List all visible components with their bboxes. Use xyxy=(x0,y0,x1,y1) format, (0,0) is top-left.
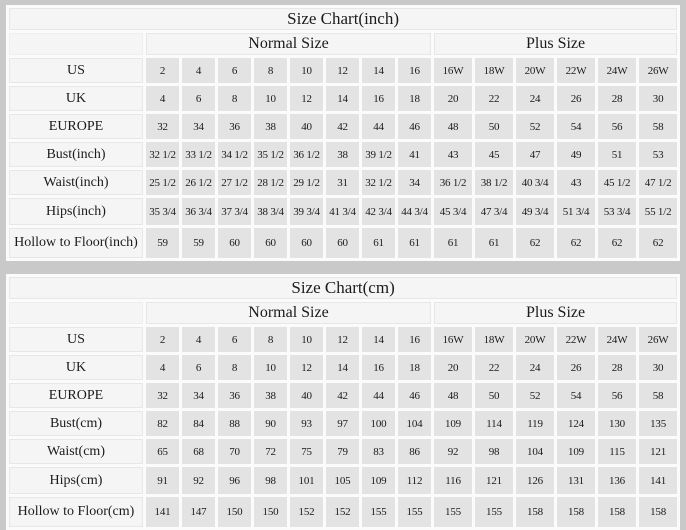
row-label: EUROPE xyxy=(9,114,143,139)
size-value-cell: 36 1/2 xyxy=(290,142,323,167)
size-value-cell: 82 xyxy=(146,411,179,436)
row-label: Bust(inch) xyxy=(9,142,143,167)
size-value-cell: 97 xyxy=(326,411,359,436)
plus-size-header: Plus Size xyxy=(434,302,677,324)
size-value-cell: 150 xyxy=(218,497,251,527)
size-value-cell: 46 xyxy=(398,383,431,408)
size-value-cell: 36 xyxy=(218,383,251,408)
size-value-cell: 28 1/2 xyxy=(254,170,287,195)
size-value-cell: 61 xyxy=(434,228,472,258)
size-value-cell: 16 xyxy=(398,327,431,352)
size-value-cell: 27 1/2 xyxy=(218,170,251,195)
size-value-cell: 41 xyxy=(398,142,431,167)
size-value-cell: 20W xyxy=(516,327,554,352)
size-row xyxy=(9,467,677,494)
size-value-cell: 20W xyxy=(516,58,554,83)
size-row xyxy=(9,142,677,167)
size-value-cell: 20 xyxy=(434,86,472,111)
size-value-cell: 61 xyxy=(475,228,513,258)
size-value-cell: 51 xyxy=(598,142,636,167)
size-value-cell: 155 xyxy=(434,497,472,527)
size-value-cell: 10 xyxy=(290,58,323,83)
size-value-cell: 104 xyxy=(398,411,431,436)
size-value-cell: 141 xyxy=(639,467,677,494)
size-value-cell: 62 xyxy=(639,228,677,258)
size-value-cell: 42 xyxy=(326,114,359,139)
row-label: US xyxy=(9,58,143,83)
size-value-cell: 58 xyxy=(639,383,677,408)
size-value-cell: 28 xyxy=(598,355,636,380)
size-value-cell: 88 xyxy=(218,411,251,436)
size-value-cell: 46 xyxy=(398,114,431,139)
size-value-cell: 50 xyxy=(475,114,513,139)
size-value-cell: 14 xyxy=(326,355,359,380)
size-value-cell: 116 xyxy=(434,467,472,494)
size-value-cell: 33 1/2 xyxy=(182,142,215,167)
size-value-cell: 96 xyxy=(218,467,251,494)
size-value-cell: 152 xyxy=(290,497,323,527)
size-value-cell: 48 xyxy=(434,114,472,139)
size-value-cell: 44 xyxy=(362,114,395,139)
size-value-cell: 36 xyxy=(218,114,251,139)
size-value-cell: 126 xyxy=(516,467,554,494)
size-value-cell: 16W xyxy=(434,58,472,83)
size-value-cell: 14 xyxy=(362,327,395,352)
size-value-cell: 59 xyxy=(182,228,215,258)
size-row xyxy=(9,411,677,436)
size-value-cell: 158 xyxy=(557,497,595,527)
size-value-cell: 38 3/4 xyxy=(254,198,287,225)
size-value-cell: 44 xyxy=(362,383,395,408)
size-value-cell: 10 xyxy=(254,86,287,111)
size-value-cell: 12 xyxy=(326,58,359,83)
size-value-cell: 93 xyxy=(290,411,323,436)
size-value-cell: 34 xyxy=(182,114,215,139)
size-row xyxy=(9,114,677,139)
size-value-cell: 100 xyxy=(362,411,395,436)
size-value-cell: 136 xyxy=(598,467,636,494)
size-value-cell: 30 xyxy=(639,86,677,111)
size-value-cell: 52 xyxy=(516,383,554,408)
size-value-cell: 109 xyxy=(362,467,395,494)
size-value-cell: 14 xyxy=(326,86,359,111)
size-value-cell: 36 1/2 xyxy=(434,170,472,195)
size-value-cell: 35 3/4 xyxy=(146,198,179,225)
size-value-cell: 48 xyxy=(434,383,472,408)
size-value-cell: 45 3/4 xyxy=(434,198,472,225)
size-value-cell: 135 xyxy=(639,411,677,436)
size-value-cell: 75 xyxy=(290,439,323,464)
size-value-cell: 16 xyxy=(398,58,431,83)
size-value-cell: 34 1/2 xyxy=(218,142,251,167)
size-value-cell: 16 xyxy=(362,86,395,111)
size-value-cell: 68 xyxy=(182,439,215,464)
corner-cell xyxy=(9,33,143,55)
size-value-cell: 34 xyxy=(182,383,215,408)
table-title-row xyxy=(9,8,677,30)
size-value-cell: 62 xyxy=(516,228,554,258)
size-value-cell: 49 xyxy=(557,142,595,167)
size-value-cell: 155 xyxy=(362,497,395,527)
size-value-cell: 47 xyxy=(516,142,554,167)
size-value-cell: 50 xyxy=(475,383,513,408)
size-rows xyxy=(9,327,677,527)
size-value-cell: 141 xyxy=(146,497,179,527)
size-value-cell: 16 xyxy=(362,355,395,380)
size-value-cell: 4 xyxy=(146,355,179,380)
row-label: EUROPE xyxy=(9,383,143,408)
size-value-cell: 6 xyxy=(218,327,251,352)
size-rows xyxy=(9,58,677,258)
size-row xyxy=(9,198,677,225)
size-value-cell: 152 xyxy=(326,497,359,527)
size-row xyxy=(9,383,677,408)
size-value-cell: 158 xyxy=(516,497,554,527)
size-value-cell: 35 1/2 xyxy=(254,142,287,167)
size-value-cell: 2 xyxy=(146,58,179,83)
size-value-cell: 26 xyxy=(557,355,595,380)
size-value-cell: 20 xyxy=(434,355,472,380)
row-label: Hips(cm) xyxy=(9,467,143,494)
size-value-cell: 83 xyxy=(362,439,395,464)
size-value-cell: 32 xyxy=(146,383,179,408)
size-row xyxy=(9,327,677,352)
table-title-row xyxy=(9,277,677,299)
size-value-cell: 72 xyxy=(254,439,287,464)
size-value-cell: 22W xyxy=(557,327,595,352)
size-value-cell: 61 xyxy=(362,228,395,258)
size-value-cell: 29 1/2 xyxy=(290,170,323,195)
size-value-cell: 60 xyxy=(218,228,251,258)
size-value-cell: 40 3/4 xyxy=(516,170,554,195)
size-value-cell: 150 xyxy=(254,497,287,527)
size-value-cell: 101 xyxy=(290,467,323,494)
size-chart-cm-table xyxy=(6,274,680,530)
size-value-cell: 38 xyxy=(254,383,287,408)
size-value-cell: 56 xyxy=(598,383,636,408)
size-value-cell: 84 xyxy=(182,411,215,436)
size-value-cell: 12 xyxy=(290,355,323,380)
size-value-cell: 115 xyxy=(598,439,636,464)
size-value-cell: 24 xyxy=(516,355,554,380)
size-value-cell: 16W xyxy=(434,327,472,352)
size-value-cell: 79 xyxy=(326,439,359,464)
size-group-row xyxy=(9,33,677,55)
size-value-cell: 86 xyxy=(398,439,431,464)
size-value-cell: 40 xyxy=(290,383,323,408)
size-value-cell: 53 xyxy=(639,142,677,167)
size-value-cell: 22W xyxy=(557,58,595,83)
size-value-cell: 60 xyxy=(254,228,287,258)
size-value-cell: 38 xyxy=(326,142,359,167)
size-value-cell: 65 xyxy=(146,439,179,464)
size-value-cell: 42 xyxy=(326,383,359,408)
normal-size-header: Normal Size xyxy=(146,302,431,324)
size-value-cell: 44 3/4 xyxy=(398,198,431,225)
size-value-cell: 38 1/2 xyxy=(475,170,513,195)
row-label: UK xyxy=(9,86,143,111)
size-value-cell: 41 3/4 xyxy=(326,198,359,225)
size-row xyxy=(9,355,677,380)
size-value-cell: 155 xyxy=(475,497,513,527)
size-value-cell: 37 3/4 xyxy=(218,198,251,225)
size-value-cell: 22 xyxy=(475,355,513,380)
size-value-cell: 39 1/2 xyxy=(362,142,395,167)
size-value-cell: 121 xyxy=(475,467,513,494)
row-label: UK xyxy=(9,355,143,380)
size-value-cell: 40 xyxy=(290,114,323,139)
size-value-cell: 26 xyxy=(557,86,595,111)
size-value-cell: 26 1/2 xyxy=(182,170,215,195)
size-value-cell: 114 xyxy=(475,411,513,436)
plus-size-header: Plus Size xyxy=(434,33,677,55)
size-value-cell: 10 xyxy=(254,355,287,380)
size-value-cell: 8 xyxy=(218,355,251,380)
size-value-cell: 54 xyxy=(557,114,595,139)
size-chart-inch-table xyxy=(6,5,680,261)
size-value-cell: 131 xyxy=(557,467,595,494)
size-value-cell: 39 3/4 xyxy=(290,198,323,225)
size-value-cell: 10 xyxy=(290,327,323,352)
size-value-cell: 22 xyxy=(475,86,513,111)
size-value-cell: 55 1/2 xyxy=(639,198,677,225)
normal-size-header: Normal Size xyxy=(146,33,431,55)
size-value-cell: 124 xyxy=(557,411,595,436)
size-row xyxy=(9,86,677,111)
size-value-cell: 109 xyxy=(434,411,472,436)
size-value-cell: 121 xyxy=(639,439,677,464)
size-value-cell: 47 3/4 xyxy=(475,198,513,225)
size-value-cell: 155 xyxy=(398,497,431,527)
row-label: Hollow to Floor(inch) xyxy=(9,228,143,258)
size-row xyxy=(9,228,677,258)
table-title: Size Chart(inch) xyxy=(9,8,677,30)
size-value-cell: 24 xyxy=(516,86,554,111)
size-value-cell: 8 xyxy=(254,58,287,83)
size-value-cell: 54 xyxy=(557,383,595,408)
size-value-cell: 62 xyxy=(598,228,636,258)
size-value-cell: 60 xyxy=(290,228,323,258)
size-value-cell: 98 xyxy=(475,439,513,464)
size-value-cell: 112 xyxy=(398,467,431,494)
size-value-cell: 24W xyxy=(598,327,636,352)
size-value-cell: 109 xyxy=(557,439,595,464)
size-group-row xyxy=(9,302,677,324)
size-value-cell: 45 xyxy=(475,142,513,167)
size-value-cell: 4 xyxy=(182,58,215,83)
size-value-cell: 12 xyxy=(326,327,359,352)
size-value-cell: 36 3/4 xyxy=(182,198,215,225)
row-label: Hollow to Floor(cm) xyxy=(9,497,143,527)
size-value-cell: 24W xyxy=(598,58,636,83)
row-label: US xyxy=(9,327,143,352)
row-label: Bust(cm) xyxy=(9,411,143,436)
size-row xyxy=(9,170,677,195)
size-value-cell: 61 xyxy=(398,228,431,258)
size-value-cell: 59 xyxy=(146,228,179,258)
size-value-cell: 38 xyxy=(254,114,287,139)
size-value-cell: 32 xyxy=(146,114,179,139)
size-value-cell: 91 xyxy=(146,467,179,494)
size-value-cell: 26W xyxy=(639,327,677,352)
size-value-cell: 18 xyxy=(398,355,431,380)
size-value-cell: 4 xyxy=(146,86,179,111)
table-title: Size Chart(cm) xyxy=(9,277,677,299)
size-value-cell: 43 xyxy=(434,142,472,167)
size-value-cell: 42 3/4 xyxy=(362,198,395,225)
size-value-cell: 58 xyxy=(639,114,677,139)
size-value-cell: 18W xyxy=(475,327,513,352)
size-value-cell: 92 xyxy=(182,467,215,494)
size-value-cell: 49 3/4 xyxy=(516,198,554,225)
size-value-cell: 130 xyxy=(598,411,636,436)
size-value-cell: 43 xyxy=(557,170,595,195)
row-label: Waist(cm) xyxy=(9,439,143,464)
size-value-cell: 26W xyxy=(639,58,677,83)
size-value-cell: 12 xyxy=(290,86,323,111)
size-value-cell: 6 xyxy=(182,86,215,111)
size-value-cell: 70 xyxy=(218,439,251,464)
size-value-cell: 90 xyxy=(254,411,287,436)
size-value-cell: 2 xyxy=(146,327,179,352)
size-value-cell: 32 1/2 xyxy=(146,142,179,167)
size-value-cell: 147 xyxy=(182,497,215,527)
size-value-cell: 18W xyxy=(475,58,513,83)
size-value-cell: 8 xyxy=(254,327,287,352)
size-value-cell: 119 xyxy=(516,411,554,436)
size-value-cell: 105 xyxy=(326,467,359,494)
size-value-cell: 158 xyxy=(639,497,677,527)
size-value-cell: 52 xyxy=(516,114,554,139)
size-row xyxy=(9,439,677,464)
size-value-cell: 45 1/2 xyxy=(598,170,636,195)
size-value-cell: 31 xyxy=(326,170,359,195)
size-value-cell: 92 xyxy=(434,439,472,464)
size-value-cell: 6 xyxy=(218,58,251,83)
size-value-cell: 98 xyxy=(254,467,287,494)
size-value-cell: 34 xyxy=(398,170,431,195)
size-value-cell: 32 1/2 xyxy=(362,170,395,195)
size-value-cell: 8 xyxy=(218,86,251,111)
size-value-cell: 158 xyxy=(598,497,636,527)
size-value-cell: 51 3/4 xyxy=(557,198,595,225)
size-value-cell: 14 xyxy=(362,58,395,83)
size-row xyxy=(9,58,677,83)
size-row xyxy=(9,497,677,527)
size-value-cell: 4 xyxy=(182,327,215,352)
size-value-cell: 56 xyxy=(598,114,636,139)
corner-cell xyxy=(9,302,143,324)
size-value-cell: 53 3/4 xyxy=(598,198,636,225)
size-value-cell: 6 xyxy=(182,355,215,380)
size-value-cell: 18 xyxy=(398,86,431,111)
size-value-cell: 47 1/2 xyxy=(639,170,677,195)
size-value-cell: 60 xyxy=(326,228,359,258)
row-label: Waist(inch) xyxy=(9,170,143,195)
size-value-cell: 30 xyxy=(639,355,677,380)
size-value-cell: 25 1/2 xyxy=(146,170,179,195)
size-value-cell: 104 xyxy=(516,439,554,464)
row-label: Hips(inch) xyxy=(9,198,143,225)
size-value-cell: 28 xyxy=(598,86,636,111)
size-value-cell: 62 xyxy=(557,228,595,258)
